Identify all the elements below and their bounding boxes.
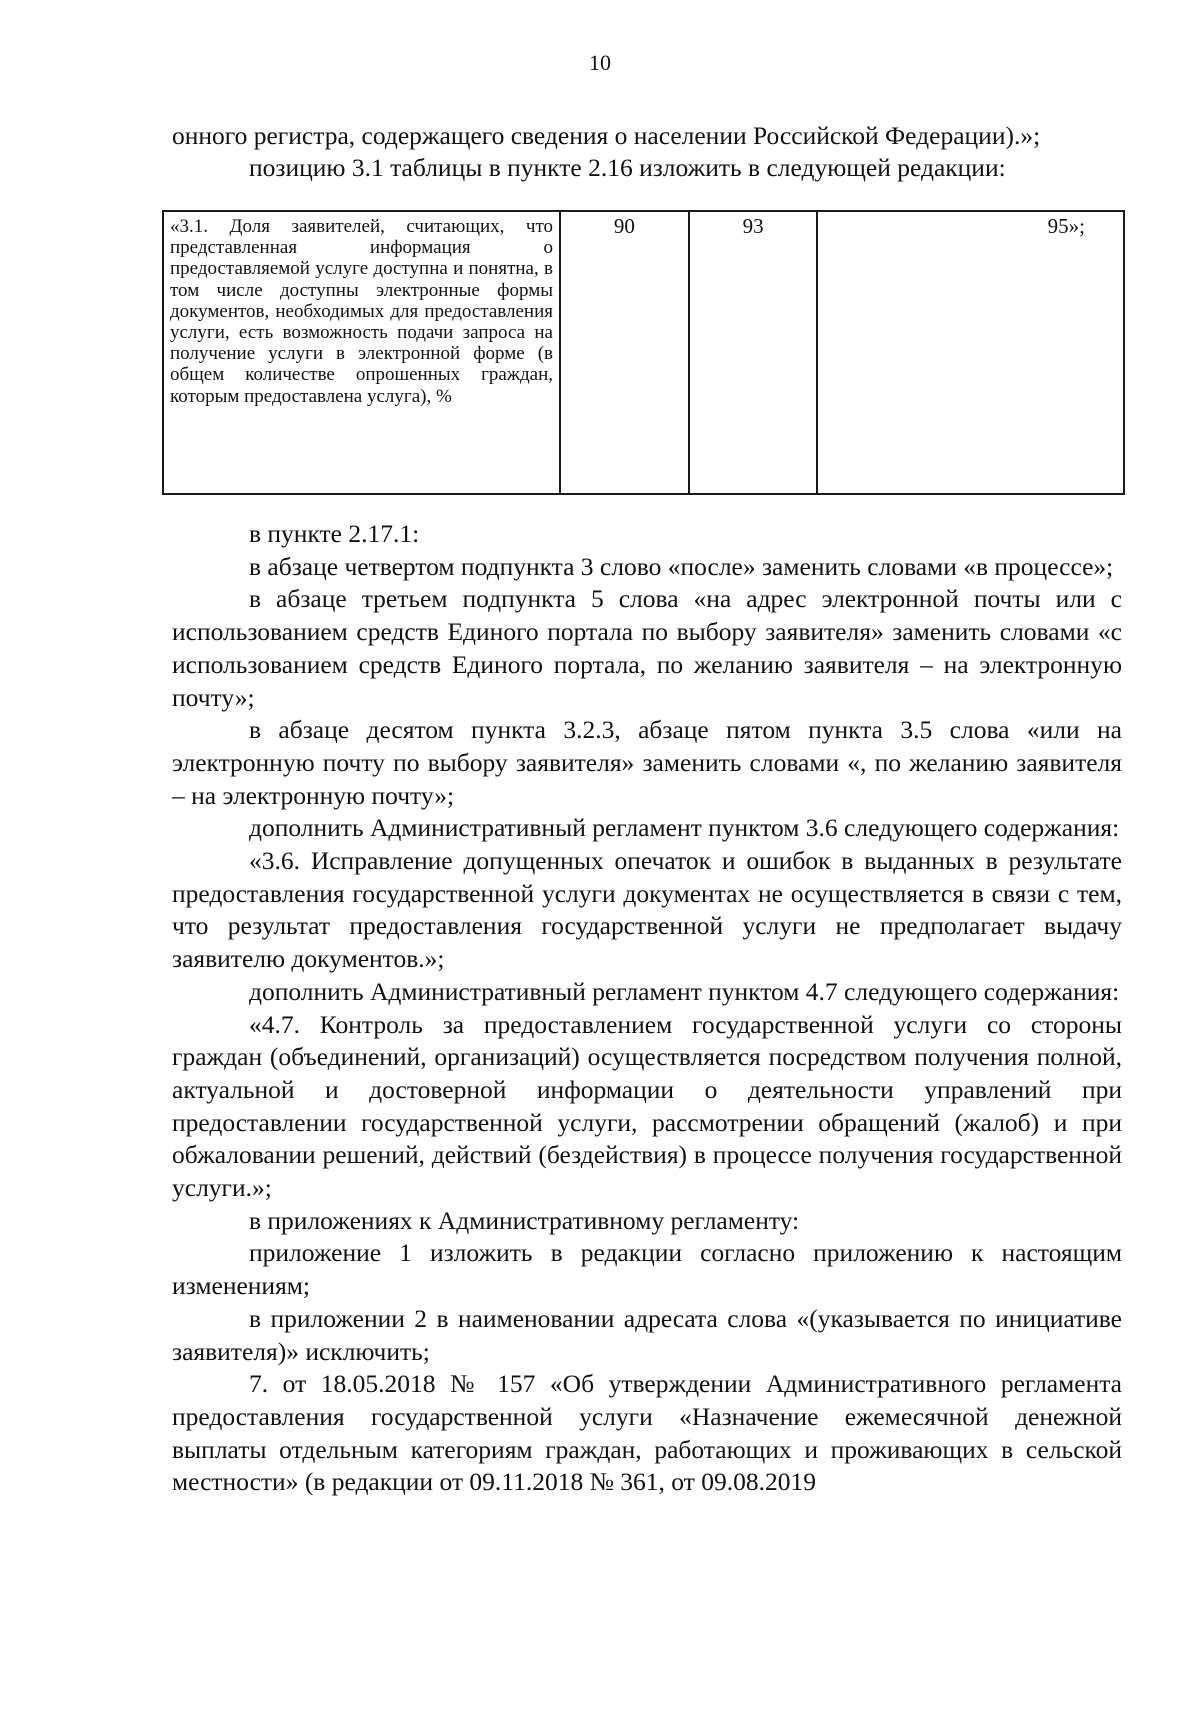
paragraph: 7. от 18.05.2018 № 157 «Об утверждении Административного регламента предоставления государственной услуги «Назначение ежемесячной денежной выплаты отдельным категориям граждан, работающих и проживающих в сельской местности» (в редакции от 09.11.2018 № 361, от 09.08.2019 — [172, 1369, 1122, 1497]
amendments-text — [172, 518, 1122, 1499]
paragraph: в абзаце десятом пункта 3.2.3, абзаце пятом пункта 3.5 слова «или на электронную почту по выбору заявителя» заменить словами «, по желанию заявителя – на электронную почту»; — [172, 715, 1122, 810]
paragraph: в приложениях к Административному регламенту: — [249, 1205, 800, 1235]
intro-text — [172, 120, 1122, 184]
value-cell-2: 93 — [689, 211, 818, 494]
indicator-description-cell: «3.1. Доля заявителей, считающих, что представленная информация о предоставляемой услуге доступна и понятна, в том числе доступны электронные формы документов, необходимых для предоставления услуги, есть возможность подачи запроса на получение услуги в электронной форме (в общем количестве опрошенных граждан, которым предоставлена услуга), % — [163, 211, 560, 494]
paragraph: в приложении 2 в наименовании адресата слова «(указывается по инициативе заявителя)» исключить; — [172, 1303, 1122, 1366]
page-number: 10 — [589, 50, 611, 75]
paragraph: «4.7. Контроль за предоставлением государственной услуги со стороны граждан (объединений, организаций) осуществляется посредством получения полной, актуальной и достоверной информации о деятельности управлений при предоставлении государственной услуги, рассмотрении обращений (жалоб) и при обжаловании решений, действий (бездействия) в процессе получения государственной услуги.»; — [172, 1009, 1122, 1203]
paragraph: в пункте 2.17.1: — [249, 519, 420, 548]
paragraph: в абзаце третьем подпункта 5 слова «на адрес электронной почты или с использованием средств Единого портала по выбору заявителя» заменить словами «с использованием средств Единого портала, по желанию заявителя – на электронную почту»; — [172, 584, 1122, 712]
paragraph-table-intro: позицию 3.1 таблицы в пункте 2.16 изложить в следующей редакции: — [249, 153, 1006, 182]
paragraph-continuation: онного регистра, содержащего сведения о населении Российской Федерации).»; — [172, 121, 1041, 150]
value-cell-1: 90 — [560, 211, 689, 494]
indicator-table — [162, 210, 1125, 495]
table-row — [163, 211, 1124, 494]
paragraph: в абзаце четвертом подпункта 3 слово «после» заменить словами «в процессе»; — [249, 551, 1114, 581]
paragraph: «3.6. Исправление допущенных опечаток и ошибок в выданных в результате предоставления государственной услуги документах не осуществляется в связи с тем, что результат предоставления государственной услуги не предполагает выдачу заявителю документов.»; — [172, 846, 1122, 974]
paragraph: дополнить Административный регламент пунктом 3.6 следующего содержания: — [249, 813, 1120, 843]
paragraph: приложение 1 изложить в редакции согласно приложению к настоящим изменениям; — [172, 1238, 1122, 1301]
value-cell-3: 95»; — [817, 211, 1124, 494]
paragraph: дополнить Административный регламент пунктом 4.7 следующего содержания: — [249, 976, 1120, 1006]
